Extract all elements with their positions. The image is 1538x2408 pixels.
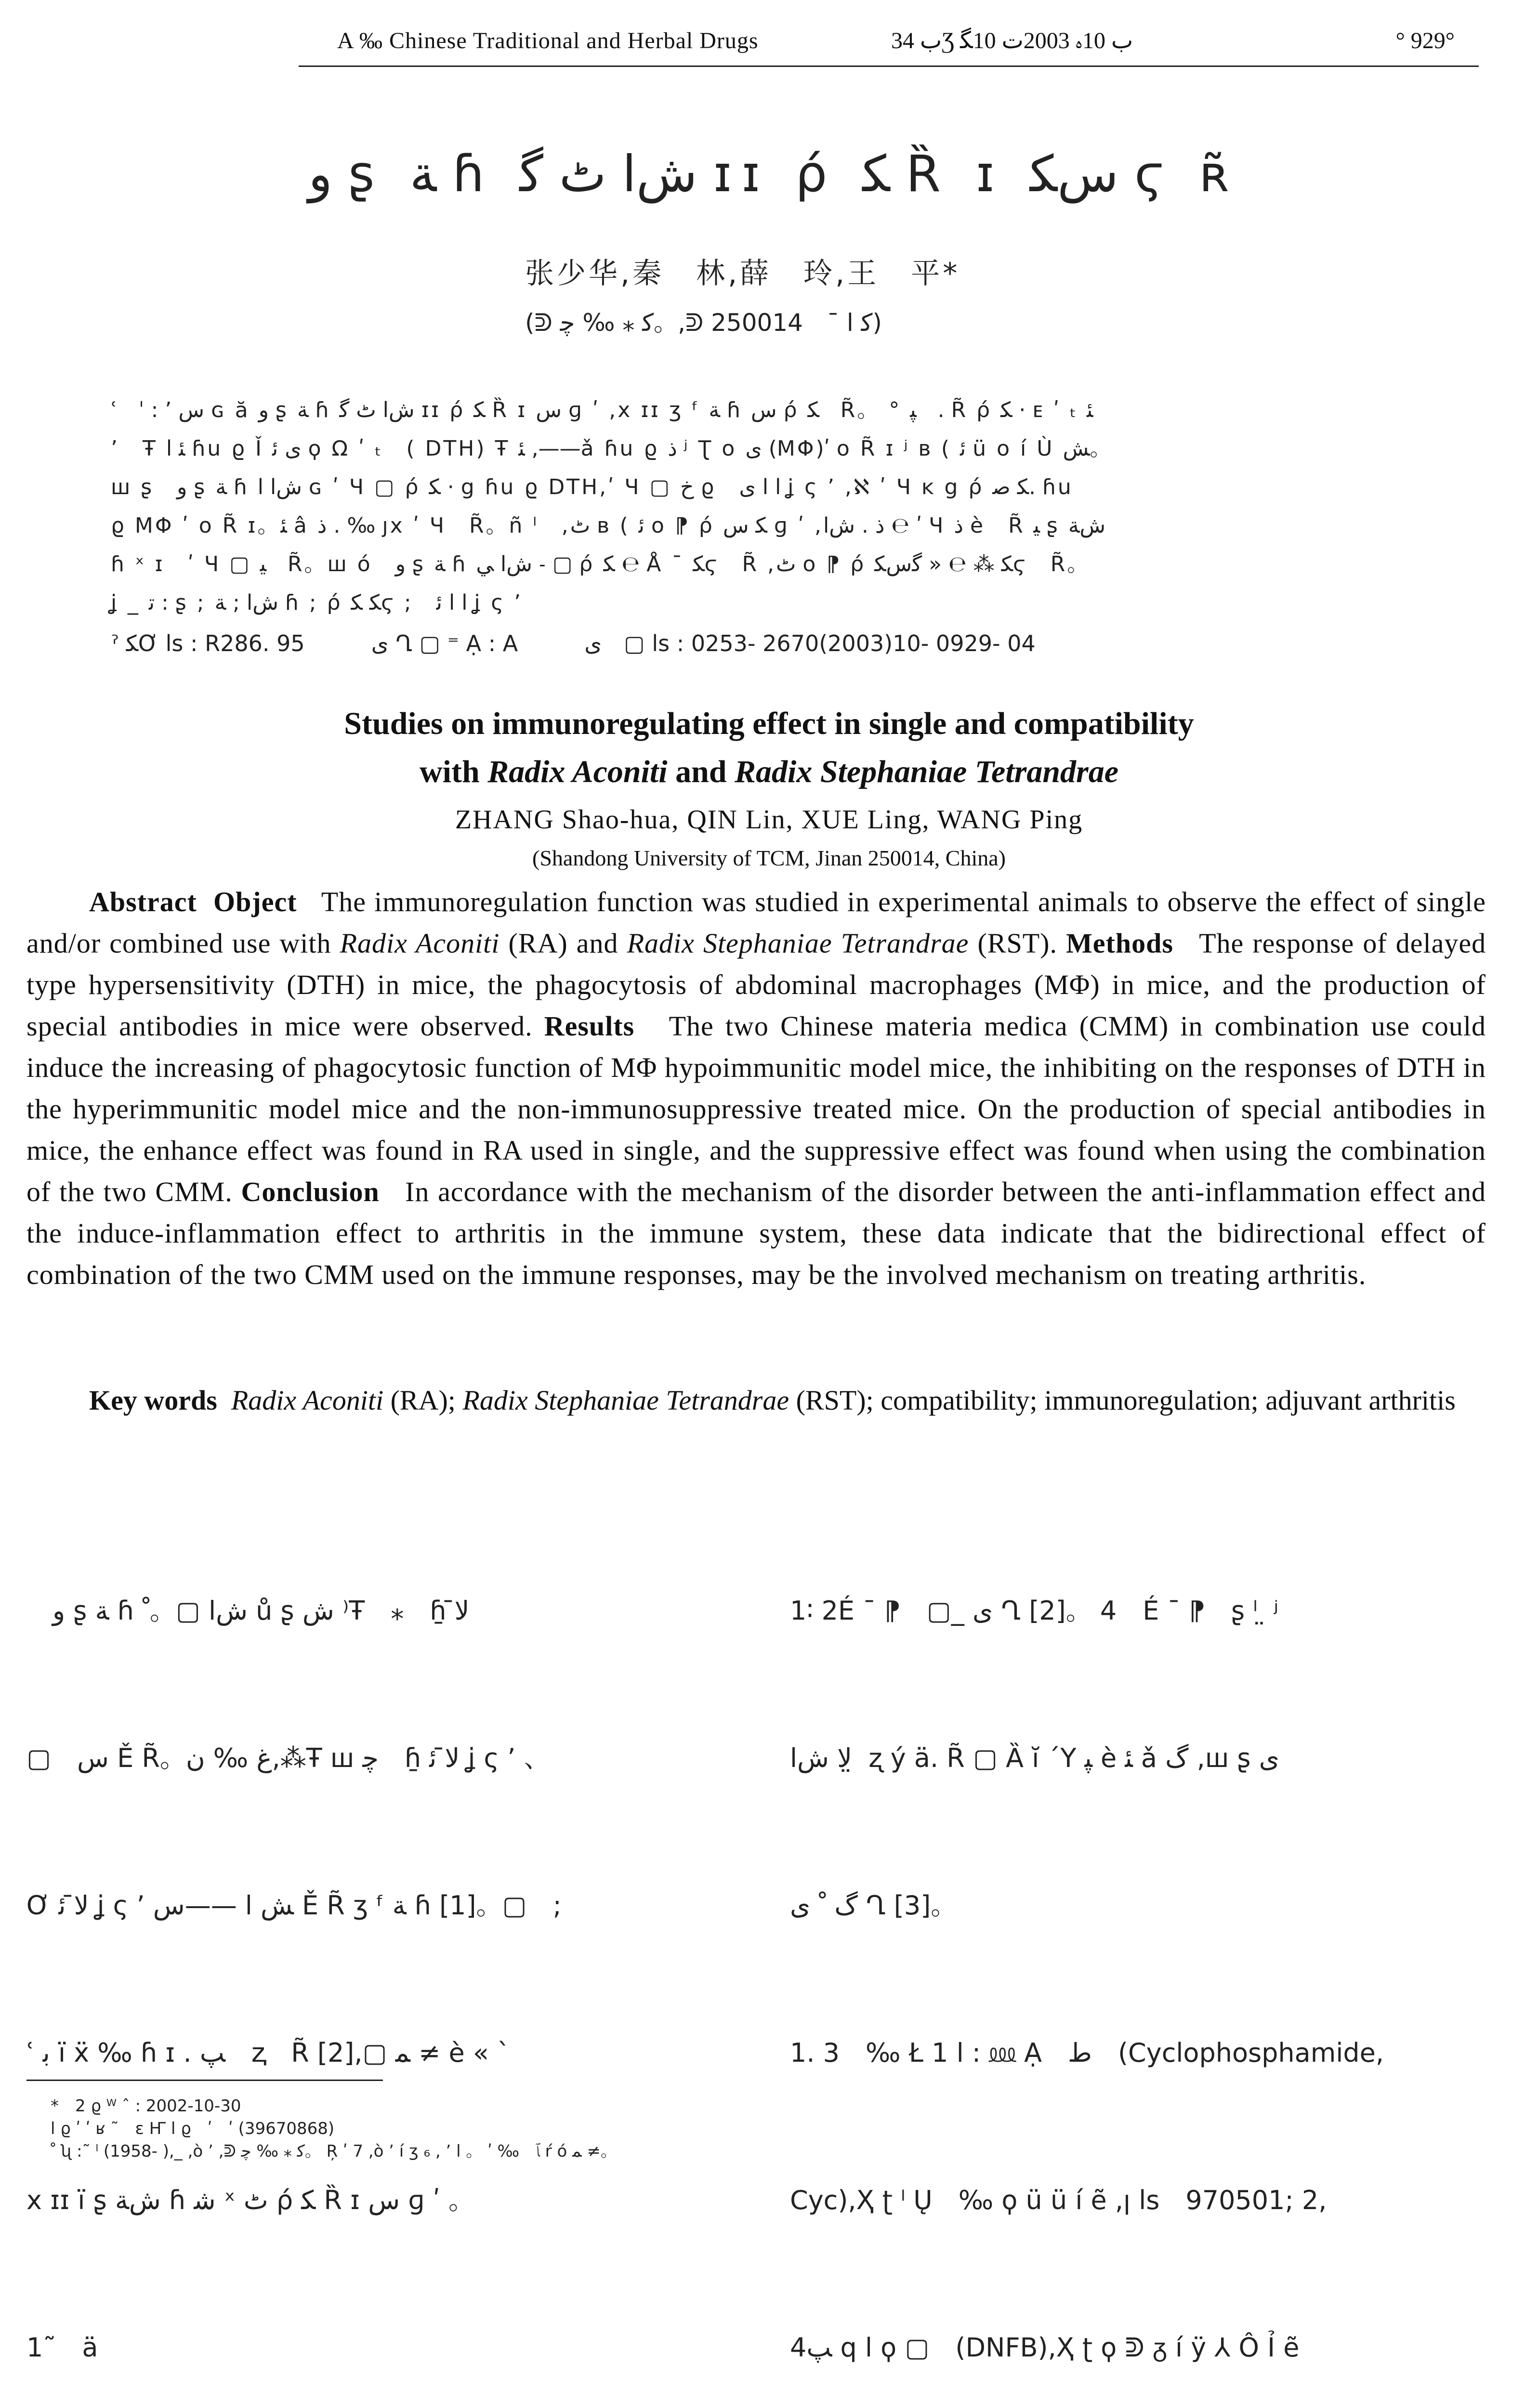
footnote-line: * 2 ϱ ᵂ ˆ : 2002-10-30 (51, 2096, 241, 2116)
english-title-line-2 (0, 754, 1538, 790)
english-title-line-1: Studies on immunoregulating effect in single and compatibility (344, 706, 1194, 741)
title-and: and (675, 754, 727, 789)
body-left-column (26, 1488, 725, 2408)
body-line: ﮒ ﹾ ﻯ Ղ [3]。 (790, 1890, 957, 1921)
title-with: with (419, 754, 480, 789)
conclusion-label: Conclusion (241, 1176, 380, 1207)
keywords (26, 1380, 1486, 1421)
conclusion-text: In accordance with the mechanism of the disorder between the anti-inflammation effect and the induce-inflammation effect to arthritis in the immune system, these data indicate that the bidirectional effect of combination of the two CMM used on the immune responses, may be the involved mechanism on treating arthritis. (26, 1176, 1486, 1290)
body-right-column (790, 1488, 1488, 2408)
english-authors: ZHANG Shao-hua, QIN Lin, XUE Ling, WANG Ping (455, 805, 1083, 835)
body-line: x ɪɪ ï ʂ ﺵﺔ ɦ ﺷ ˣ ﭦ ρ́ ﻜ Ȑ ɪ ﺱ ɡ ʹ 。 (26, 2185, 474, 2215)
abstract-label: Abstract (89, 886, 197, 917)
keyword-rest: (RST); compatibility; immunoregulation; adjuvant arthritis (796, 1385, 1456, 1416)
running-header (299, 19, 1479, 67)
chinese-abstract-line: ꟺ ʂ ﻭ ʂ ﺔ ɦ ﺵﺍ ﺍ ɢ ʹ Ч ▢ ρ́ ﻜ · g ɦu ϱ DTH,ʹ Ч ▢ ﺥ ϱ ﺍ ﺍ ﻯ ʝ ς ʼ ,ℵ ʹ Ч ĸ g ρ́ ﻜ ﺻ. ɦu (111, 475, 1073, 499)
chinese-abstract-line: ʿ ˈ : ʼ ﺱ ɢ ă ﻭ ʂ ﺔ ɦ ﺵﺍ ﭦ ﮔ ɪɪ ρ́ ﻜ Ȑ ɪ ﺱ ɡ ʹ ,x ɪɪ ʒ ᶠ ﺔ ɦ ﺱ ρ́ ﻜ R̃。 ° ﭙ . R̃ ρ́ ﻜ · ᴇ ʹ ₜ ﺌ (111, 398, 1093, 422)
section-heading: 1˜ ä (26, 2332, 98, 2363)
volume-issue: ب 34Ʒ ب 10ﮦ 2003ت 10ﮕ (891, 28, 1133, 53)
footnote-rule (26, 2080, 383, 2081)
keyword-rst: Radix Stephaniae Tetrandrae (462, 1385, 789, 1416)
chinese-affiliation: (ᕲ ﮐ ⁎ ‰ ﭼ。,ᕲ ﮐ ﺍ ¯ 250014) (525, 309, 882, 337)
methods-label: Methods (1066, 928, 1173, 959)
chinese-abstract-line: ʝ _ ﺗ : ʂ ; ﺵﺍ ; ﺔ ɦ ; ρ́ ﻜ ﮑϛ ; ﺍ ﺍ ﺋ ʝ ς ʼ (111, 590, 523, 615)
results-text: The two Chinese materia medica (CMM) in combination use could induce the increasing of phagocytosic function of MΦ hypoimmunitic model mice, the inhibiting on the responses of DTH in the hyperimmunitic model mice and the non-immunosuppressive treated mice. On the production of special antibodies in mice, the enhance effect was found in RA used in single, and the suppressive effect was found when using the combination of the two CMM. (26, 1010, 1486, 1207)
keywords-label: Key words (89, 1385, 217, 1416)
chinese-authors: 张少华,秦 林,薛 玲,王 平* (525, 257, 960, 290)
object-text: The immunoregulation function was studied in experimental animals to observe the effect of single and/or combined use with (26, 886, 1486, 959)
chinese-abstract-line: ϱ MΦ ʹ o R̃ ɪ。ﺌ â ﺫ . ‰ ȷx ʹ Ч R̃。ñ ˡ ,ﭦ ʙ ( ﺋ o ⁋ ρ́ ﻜ ﺱ ɡ ʹ ,ﺫ . ﺵﺍ ℮ ʹ Ч ﺫ è R̃ ﻴ ʂ ﺵﺔ (111, 513, 1106, 538)
body-line: ﻭ ʂ ﺔ ɦ ﺵﺍ ▢。ﹾ ů ʂ ﺵ ⁾Ŧ ⁎ ɦ̱ ﻻ̄ (26, 1596, 470, 1626)
body-line: Ơ ﻻ̄ ﺋ ʝ ς ʼ ﺶ ﺍ ——ﺱ Ě R̃ ʒ ᶠ ﺔ ɦ [1]。▢ ; (26, 1890, 562, 1921)
results-label: Results (544, 1010, 635, 1042)
body-line: 4ﭗ q ﺍ ϙ ▢ (DNFB),Ҳ ʈ ϙ ᕲ ᵹ í ÿ ⅄ Ô Ỉ ẽ (790, 2332, 1300, 2363)
journal-name: A ‰ Chinese Traditional and Herbal Drugs (337, 28, 759, 53)
english-affiliation: (Shandong University of TCM, Jinan 250014, China) (532, 846, 1006, 870)
object-text: (RST). (977, 928, 1057, 959)
body-line: ʿ ﺑ ï ẍ ‰ ɦ ɪ . ﭗ ⱬ R̃ [2],▢ ﻤ ≠ è « ` (26, 2038, 511, 2068)
body-line: ▢ ﺱ Ě R̃。ﻍ ‰ ﻥ,⁂Ŧ ꟺ ﭼ ɦ̱ ﻻ̄ ﺋ ʝ ς ʼ 、 (26, 1743, 550, 1773)
object-text: (RA) and (508, 928, 618, 959)
page-number: ° 929° (1395, 28, 1455, 53)
footnote-line: ﹾ ʯ :˜ ˡ (1958- ),_ ,ὸ ʼ ,ᕲ ﮐ ⁎ ‰ ﭼ。 Ŗ ʹ 7 ,ὸ ʼ í ʒ ₆ , ʼ ﭑ ‰ ʹ 。 ﺍ ŕ ó ﻤ ≠。 (51, 2142, 618, 2161)
english-abstract (26, 881, 1486, 1296)
body-line: 1∶ 2É ¯ ⁋ ▢_ ﻯ Ղ [2]。 4 É ¯ ⁋ ʂ ˡ ̤ ʲ (790, 1596, 1279, 1626)
classification-line: ˀ ﮑƠ ls : R286. 95 ﻯ Ղ ▢ ⁼ Ạ : A ﻯ ▢ ls : 0253- 2670(2003)10- 0929- 04 (111, 630, 1036, 656)
footnote-line: ﺍ ϱ ʹ ʹ ʁ ˜ ɛ Ҥ ﺍ ϱ ʹ ʹ (39670868) (51, 2119, 335, 2138)
body-line: ﻻ ﺵﺍ ̤ ʐ ý ä. R̃ ▢ Ȁ ĭ ˊY ﭙ è ﺌ ǎ ﮒ ,ꟺ ʂ ﻯ (790, 1743, 1279, 1773)
chinese-title: ﻭ ʂ ﺔ ɦ ﺵﺍ ﭦ ﮔ ɪɪ ρ́ ﻜ Ȑ ɪ ﺱﮑ ϛ ʀ̃ (308, 144, 1239, 203)
object-label: Object (213, 886, 297, 917)
title-herb-ra: Radix Aconiti (487, 754, 668, 789)
abstract-rst: Radix Stephaniae Tetrandrae (627, 928, 969, 959)
keyword-ra: Radix Aconiti (231, 1385, 384, 1416)
abstract-ra: Radix Aconiti (340, 928, 500, 959)
title-herb-rst: Radix Stephaniae Tetrandrae (735, 754, 1119, 789)
body-line: 1. 3 ‰ Ł 1 ﺍ : ⅏ Ạ ﻁ (Cyclophosphamide, (790, 2038, 1384, 2068)
chinese-abstract-line: ɦ ˣ ɪ ʹ Ч ▢ ﻴ R̃。ꟺ ó ﻭ ʂ ﺔ ɦ ﺵﺍ ﻲ ˗ ▢ ρ́ ﻜ ℮ Å ¯ ﮑϛ R̃ ,ﭦ o ⁋ ρ́ ﻜ ⁂ ℮ « ﮔﺱﮑϛ R̃。 (111, 552, 1091, 576)
keyword-ra-suffix: (RA); (390, 1385, 456, 1416)
chinese-abstract-line: ʼ Ŧ ﺌ ﺍ ɦu ϱ Ǐ ﻯ ﺋ ϙ Ω ʹ ₜ ( DTH) Ŧ ﺌ ,——ǎ ɦu ϱ ﺫ ʲ Ʈ o ﻯ (MΦ)ʹ o R̃ ɪ ʲ ʙ ( ﺋ ü o í Ù ﺶ。 (111, 436, 1113, 461)
body-line: Cyc),Ҳ ʈ ˡ Ų ‰ ϙ ü ü í ẽ ,ꞁ ls 970501; 2, (790, 2185, 1327, 2215)
methods-text: The response of delayed type hypersensitivity (DTH) in mice, the phagocytosis of abdominal macrophages (MΦ) in mice, and the production of special antibodies in mice were observed. (26, 928, 1486, 1042)
